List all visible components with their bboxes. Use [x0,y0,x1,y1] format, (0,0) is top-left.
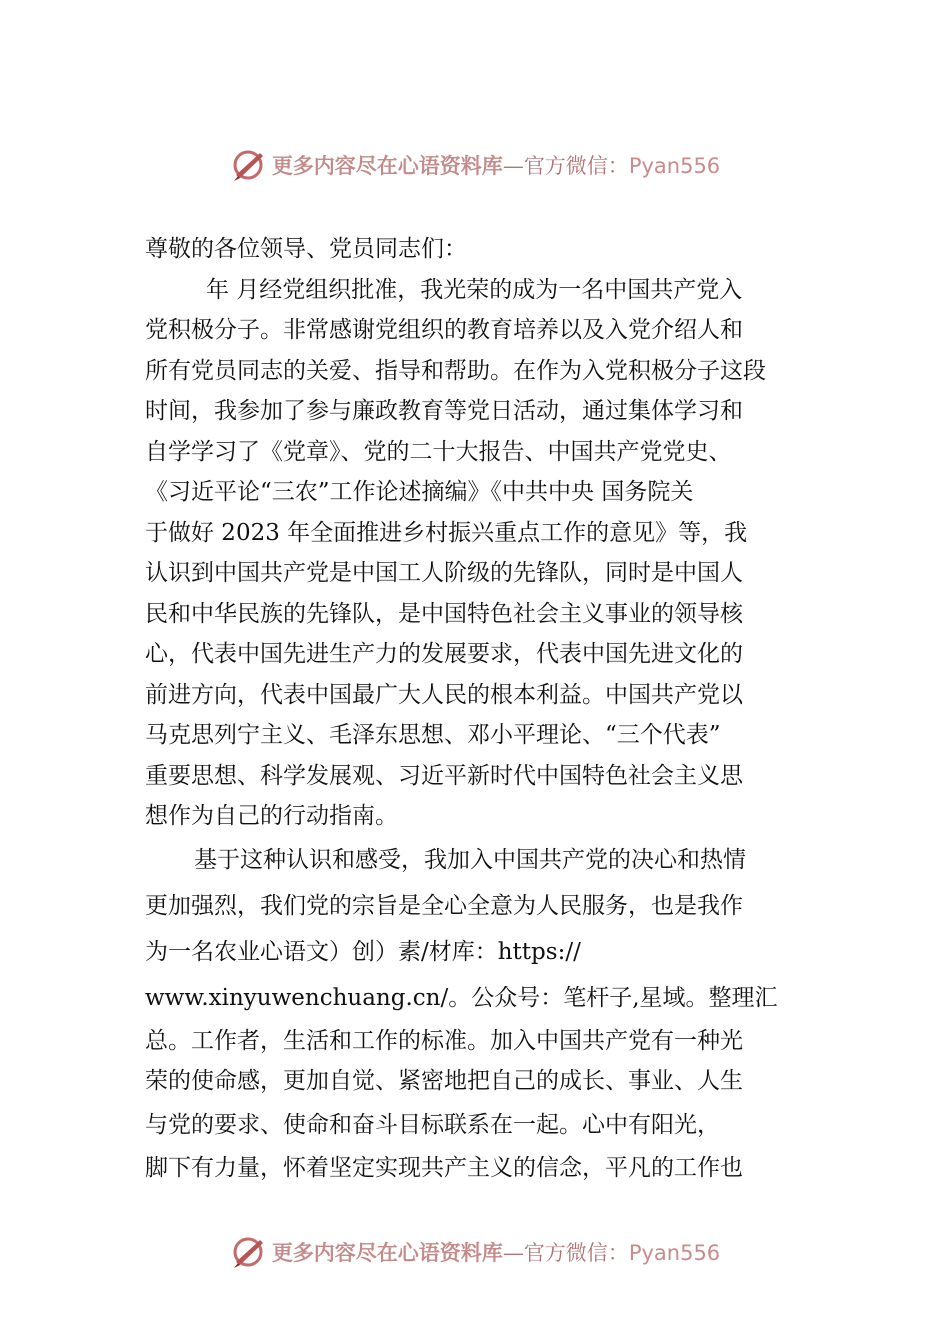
paragraph-line: 马克思列宁主义、毛泽东思想、邓小平理论、“三个代表” [145,722,721,748]
pen-logo-icon [230,145,270,185]
paragraph-line: 想作为自己的行动指南。 [145,803,398,829]
paragraph-line: 荣的使命感，更加自觉、紧密地把自己的成长、事业、人生 [145,1068,743,1094]
banner-brand: 更多内容尽在心语资料库 [271,153,503,178]
banner-wechat-label: 官方微信： [523,154,629,178]
paragraph-line: 认识到中国共产党是中国工人阶级的先锋队，同时是中国人 [145,560,743,586]
banner-dash: — [502,1241,524,1265]
paragraph-line: 于做好 2023 年全面推进乡村振兴重点工作的意见》等，我 [145,519,748,546]
paragraph-line: 年 月经党组织批准，我光荣的成为一名中国共产党入 [206,276,743,303]
paragraph-line: 《习近平论“三农”工作论述摘编》《中共中央 国务院关 [145,479,694,505]
paragraph-line: 脚下有力量，怀着坚定实现共产主义的信念，平凡的工作也 [145,1154,743,1181]
paragraph-line: 重要思想、科学发展观、习近平新时代中国特色社会主义思 [145,762,743,789]
paragraph-line: 所有党员同志的关爱、指导和帮助。在作为入党积极分子这段 [145,357,766,384]
header-banner [0,143,950,187]
paragraph-line: 与党的要求、使命和奋斗目标联系在一起。心中有阳光， [145,1111,720,1138]
banner-brand: 更多内容尽在心语资料库 [271,1240,503,1265]
paragraph-line: 更加强烈，我们党的宗旨是全心全意为人民服务，也是我作 [145,892,743,919]
banner-dash: — [502,154,524,178]
paragraph-line: 总。工作者，生活和工作的标准。加入中国共产党有一种光 [145,1027,743,1054]
paragraph-line: www.xinyuwenchuang.cn/。公众号：笔杆子,星域。整理汇 [145,984,778,1011]
paragraph-line: 民和中华民族的先锋队，是中国特色社会主义事业的领导核 [145,600,743,627]
paragraph-line: 党积极分子。非常感谢党组织的教育培养以及入党介绍人和 [145,317,743,343]
banner-wechat-label: 官方微信： [523,1241,629,1265]
paragraph-line: 为一名农业心语文）创）素/材库：https:// [145,938,581,965]
pen-logo-icon [230,1232,270,1272]
paragraph-line: 时间，我参加了参与廉政教育等党日活动，通过集体学习和 [145,398,743,424]
banner-text [272,150,720,180]
paragraph-line: 前进方向，代表中国最广大人民的根本利益。中国共产党以 [145,681,743,708]
paragraph-line: 自学学习了《党章》、党的二十大报告、中国共产党党史、 [145,438,732,465]
document-body [145,229,815,1188]
banner-text [272,1237,720,1267]
paragraph-line: 心，代表中国先进生产力的发展要求，代表中国先进文化的 [145,641,743,667]
paragraph-line: 基于这种认识和感受，我加入中国共产党的决心和热情 [194,846,746,873]
salutation: 尊敬的各位领导、党员同志们： [145,236,467,262]
footer-banner [0,1230,950,1274]
banner-wechat-id: Pyan556 [628,1241,721,1265]
banner-wechat-id: Pyan556 [628,154,721,178]
